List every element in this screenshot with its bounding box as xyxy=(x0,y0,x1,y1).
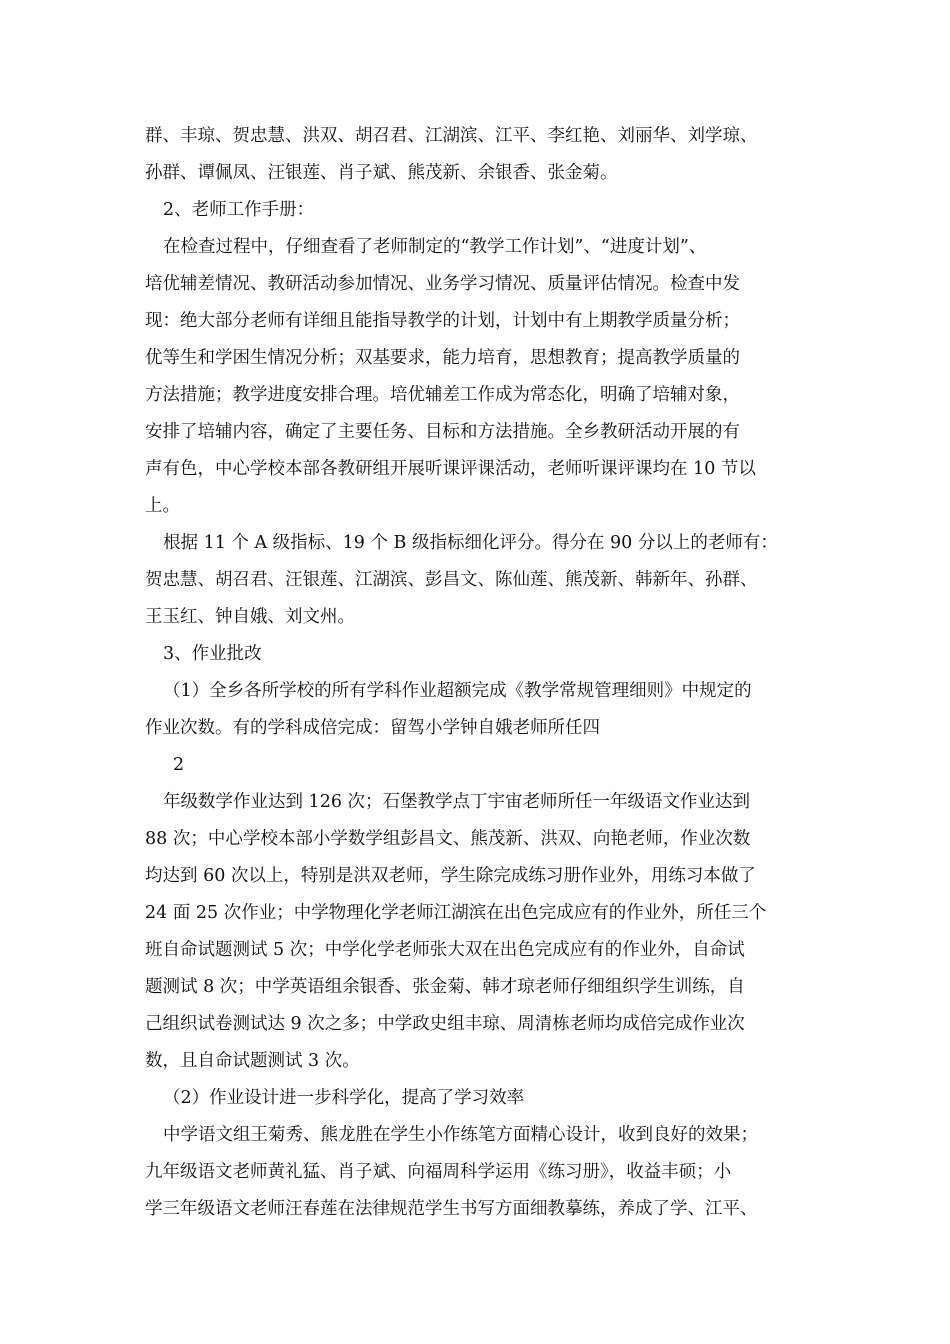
section-heading: 3、作业批改 xyxy=(163,644,262,664)
text-line: 声有色，中心学校本部各教研组开展听课评课活动，老师听课评课均在 10 节以 xyxy=(145,459,756,479)
text-line: 均达到 60 次以上，特别是洪双老师，学生除完成练习册作业外，用练习本做了 xyxy=(145,866,756,886)
text-line: 优等生和学困生情况分析；双基要求，能力培育，思想教育；提高教学质量的 xyxy=(145,348,740,368)
text-line: 根据 11 个 A 级指标、19 个 B 级指标细化评分。得分在 90 分以上的老师有： xyxy=(163,533,778,553)
text-line: 安排了培辅内容，确定了主要任务、目标和方法措施。全乡教研活动开展的有 xyxy=(145,422,740,442)
text-line: 贺忠慧、胡召君、汪银莲、江湖滨、彭昌文、陈仙莲、熊茂新、韩新年、孙群、 xyxy=(145,570,758,590)
text-line: 现：绝大部分老师有详细且能指导教学的计划，计划中有上期教学质量分析； xyxy=(145,311,740,331)
text-line: 孙群、谭佩凤、汪银莲、肖子斌、熊茂新、余银香、张金菊。 xyxy=(145,163,618,183)
text-line: 在检查过程中，仔细查看了老师制定的“教学工作计划”、“进度计划”、 xyxy=(163,237,707,257)
text-line: 群、丰琼、贺忠慧、洪双、胡召君、江湖滨、江平、李红艳、刘丽华、刘学琼、 xyxy=(145,126,758,146)
text-line: 己组织试卷测试达 9 次之多；中学政史组丰琼、周清栋老师均成倍完成作业次 xyxy=(145,1014,745,1034)
text-line: 培优辅差情况、教研活动参加情况、业务学习情况、质量评估情况。检查中发 xyxy=(145,274,740,294)
text-line: 王玉红、钟自娥、刘文州。 xyxy=(145,607,355,627)
section-heading: 2、老师工作手册： xyxy=(163,200,315,220)
text-line: 九年级语文老师黄礼猛、肖子斌、向福周科学运用《练习册》，收益丰硕；小 xyxy=(145,1162,732,1182)
text-line: 班自命试题测试 5 次；中学化学老师张大双在出色完成应有的作业外，自命试 xyxy=(145,940,745,960)
section-heading: （2）作业设计进一步科学化，提高了学习效率 xyxy=(163,1088,525,1108)
text-line: 题测试 8 次；中学英语组余银香、张金菊、韩才琼老师仔细组织学生训练，自 xyxy=(145,977,745,997)
document-page xyxy=(145,118,815,1228)
text-line: 作业次数。有的学科成倍完成：留驾小学钟自娥老师所任四 xyxy=(145,718,600,738)
text-line: 年级数学作业达到 126 次；石堡教学点丁宇宙老师所任一年级语文作业达到 xyxy=(163,792,751,812)
text-line: （1）全乡各所学校的所有学科作业超额完成《教学常规管理细则》中规定的 xyxy=(163,681,752,701)
text-line: 中学语文组王菊秀、熊龙胜在学生小作练笔方面精心设计，收到良好的效果； xyxy=(163,1125,758,1145)
text-line: 数，且自命试题测试 3 次。 xyxy=(145,1051,360,1071)
text-line: 上。 xyxy=(145,496,180,516)
text-line: 88 次；中心学校本部小学数学组彭昌文、熊茂新、洪双、向艳老师，作业次数 xyxy=(145,829,751,849)
text-line: 学三年级语文老师汪春莲在法律规范学生书写方面细教摹练，养成了学、江平、 xyxy=(145,1199,758,1219)
page-number: 2 xyxy=(173,755,185,775)
text-line: 方法措施；教学进度安排合理。培优辅差工作成为常态化，明确了培辅对象， xyxy=(145,385,740,405)
text-line: 24 面 25 次作业；中学物理化学老师江湖滨在出色完成应有的作业外，所任三个 xyxy=(145,903,767,923)
